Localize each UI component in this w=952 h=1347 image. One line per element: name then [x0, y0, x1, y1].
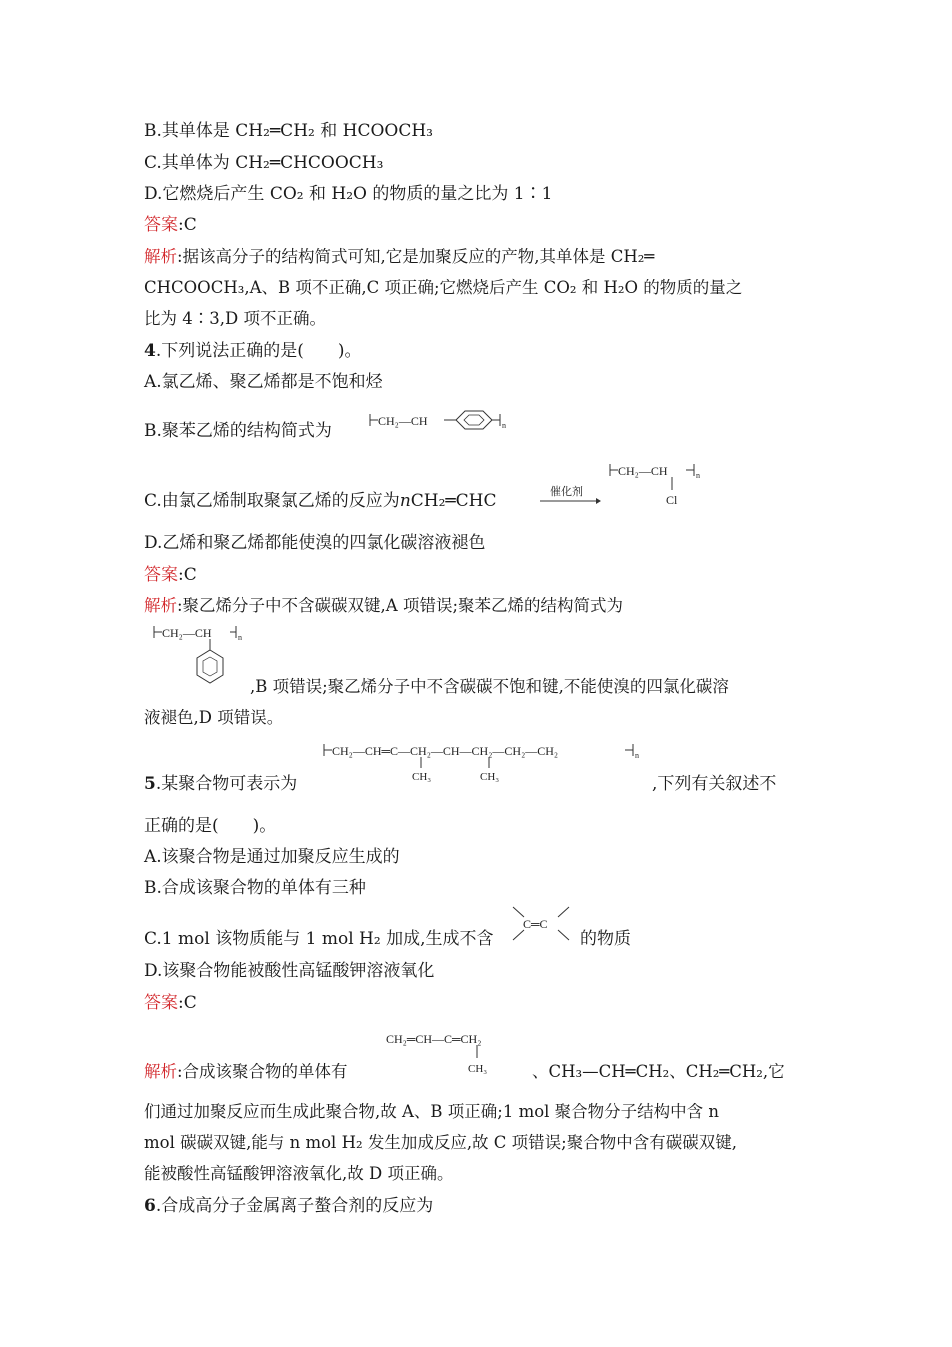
- question-number: 6: [144, 1196, 156, 1216]
- polystyrene-structure-2: [150, 620, 250, 692]
- question-6-stem: [144, 1195, 433, 1217]
- q5-methyl-2: CH₃: [480, 771, 500, 782]
- analysis-q4-line1: [144, 595, 623, 617]
- analysis-q3-line2: CHCOOCH₃,A、B 项不正确,C 项正确;它燃烧后产生 CO₂ 和 H₂O 的物质的量之: [144, 278, 743, 297]
- question-4-stem: [144, 340, 362, 362]
- option-c-q3: C.其单体为 CH₂═CHCOOCH₃: [144, 153, 384, 173]
- pvc-chlorine: Cl: [666, 493, 678, 507]
- reaction-arrow: [538, 476, 602, 512]
- option-a-q4: A.氯乙烯、聚乙烯都是不饱和烃: [144, 372, 383, 392]
- ps-subscript-n: n: [502, 421, 506, 430]
- option-c-q5: C.1 mol 该物质能与 1 mol H₂ 加成,生成不含: [144, 929, 494, 949]
- answer-value: :C: [178, 565, 197, 585]
- answer-label: 答案: [144, 215, 178, 235]
- question-5-stem: [144, 773, 297, 795]
- ps-unit-text: CH₂—CH: [378, 414, 428, 428]
- question-text: .某聚合物可表示为: [155, 774, 298, 794]
- option-c-q4: [144, 490, 497, 512]
- isoprene-chain-text: CH₂═CH—C═CH₂: [386, 1032, 482, 1046]
- answer-label: 答案: [144, 993, 178, 1013]
- analysis-text: :据该高分子的结构简式可知,它是加聚反应的产物,其单体是 CH₂═: [177, 247, 655, 266]
- answer-value: :C: [178, 215, 197, 235]
- option-b-q3: B.其单体是 CH₂═CH₂ 和 HCOOCH₃: [144, 121, 433, 141]
- isoprene-methyl: CH₃: [468, 1063, 488, 1075]
- question-text: .合成高分子金属离子螯合剂的反应为: [155, 1196, 434, 1216]
- question-number: 4: [144, 341, 156, 361]
- analysis-q5-line1-tail: 、CH₃—CH═CH₂、CH₂═CH₂,它: [532, 1062, 785, 1081]
- analysis-q3-line3: 比为 4∶3,D 项不正确。: [144, 309, 326, 328]
- answer-label: 答案: [144, 565, 178, 585]
- question-5-stem-tail: ,下列有关叙述不: [652, 774, 777, 794]
- analysis-label: 解析: [144, 247, 177, 266]
- question-number: 5: [144, 774, 156, 794]
- pvc-unit-text: CH₂—CH: [618, 464, 668, 478]
- polymer-q5-structure: [320, 738, 650, 782]
- isoprene-structure: [384, 1026, 534, 1076]
- analysis-text: :合成该聚合物的单体有: [177, 1062, 348, 1081]
- analysis-q5-line1: [144, 1061, 348, 1083]
- ps2-subscript-n: n: [238, 633, 242, 642]
- q5-chain-text: CH₂—CH═C—CH₂—CH—CH₂—CH₂—CH₂: [332, 744, 559, 758]
- cc-double-text: C═C: [523, 917, 548, 931]
- analysis-q5-line2: 们通过加聚反应而生成此聚合物,故 A、B 项正确;1 mol 聚合物分子结构中含 n: [144, 1102, 720, 1121]
- catalyst-label: 催化剂: [550, 486, 583, 498]
- ps2-unit-text: CH₂—CH: [162, 626, 212, 640]
- option-b-q5: B.合成该聚合物的单体有三种: [144, 878, 366, 898]
- analysis-text: :聚乙烯分子中不含碳碳双键,A 项错误;聚苯乙烯的结构简式为: [177, 596, 624, 615]
- cc-double-bond-structure: [510, 904, 572, 944]
- option-d-q4: D.乙烯和聚乙烯都能使溴的四氯化碳溶液褪色: [144, 533, 486, 553]
- option-a-q5: A.该聚合物是通过加聚反应生成的: [144, 847, 400, 867]
- option-d-q3: D.它燃烧后产生 CO₂ 和 H₂O 的物质的量之比为 1∶1: [144, 184, 553, 204]
- pvc-subscript-n: n: [696, 471, 700, 480]
- q5-methyl-1: CH₃: [412, 771, 432, 782]
- q5-subscript-n: n: [635, 751, 639, 760]
- analysis-label: 解析: [144, 1062, 177, 1081]
- polystyrene-structure: [364, 408, 514, 444]
- coefficient-n: n: [399, 491, 411, 511]
- analysis-q5-line4: 能被酸性高锰酸钾溶液氧化,故 D 项正确。: [144, 1164, 454, 1183]
- monomer-formula: CH₂═CHC: [410, 491, 497, 511]
- analysis-q4-line2: ,B 项错误;聚乙烯分子中不含碳碳不饱和键,不能使溴的四氯化碳溶: [250, 677, 729, 696]
- question-text: .下列说法正确的是( )。: [155, 341, 362, 361]
- option-b-q4: B.聚苯乙烯的结构简式为: [144, 421, 332, 441]
- answer-value: :C: [178, 993, 197, 1013]
- analysis-q3-line1: [144, 246, 654, 268]
- option-c-q5-tail: 的物质: [580, 929, 631, 949]
- answer-q4: [144, 564, 197, 586]
- analysis-q4-line3: 液褪色,D 项错误。: [144, 708, 284, 727]
- answer-q5: [144, 992, 197, 1014]
- pvc-structure: [606, 458, 716, 512]
- analysis-label: 解析: [144, 596, 177, 615]
- option-d-q5: D.该聚合物能被酸性高锰酸钾溶液氧化: [144, 961, 435, 981]
- analysis-q5-line3: mol 碳碳双键,能与 n mol H₂ 发生加成反应,故 C 项错误;聚合物中含有碳碳双键,: [144, 1133, 737, 1152]
- option-c-text: C.由氯乙烯制取聚氯乙烯的反应为: [144, 491, 400, 511]
- answer-q3: [144, 214, 197, 236]
- question-5-stem-line2: 正确的是( )。: [144, 816, 277, 836]
